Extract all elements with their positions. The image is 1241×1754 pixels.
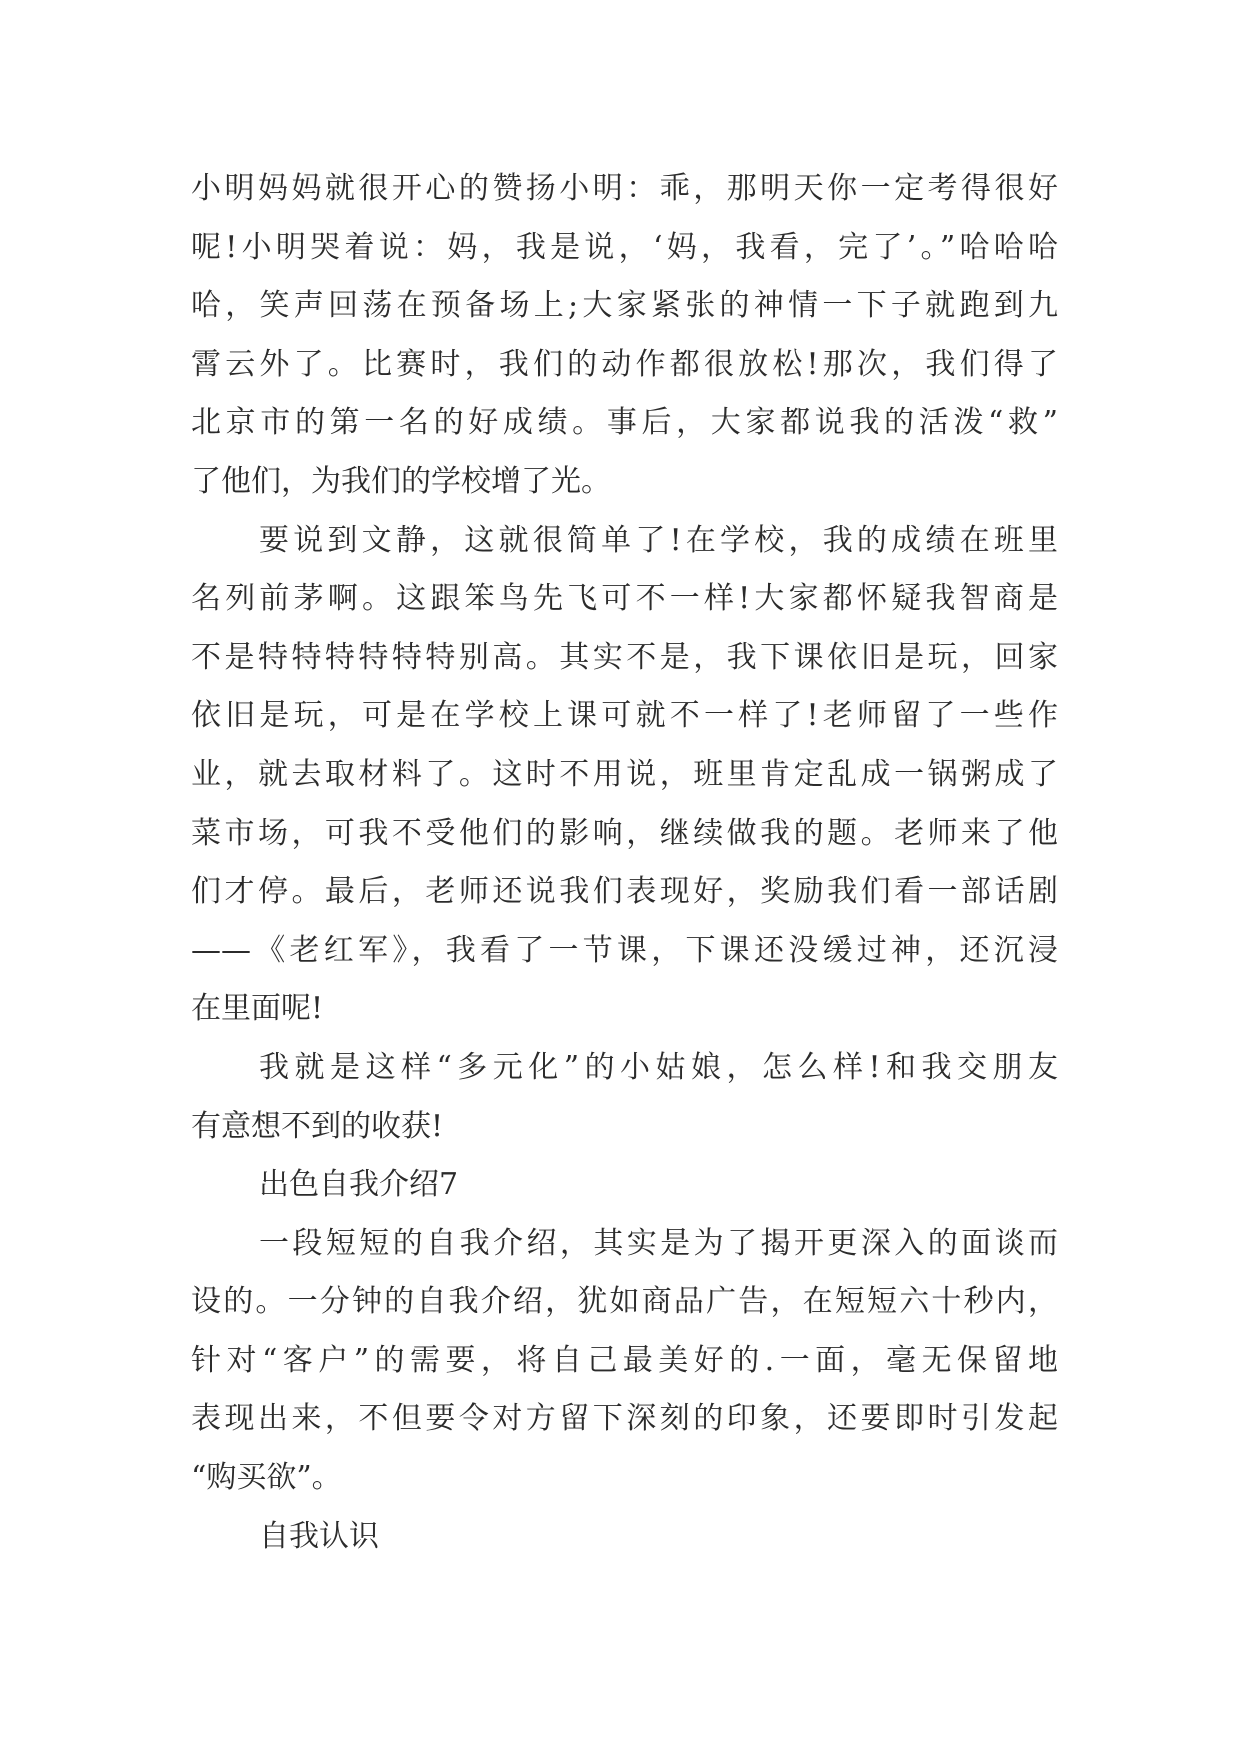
text-line: 菜市场，可我不受他们的影响，继续做我的题。老师来了他	[191, 815, 1058, 851]
text-line: 小明妈妈就很开心的赞扬小明：乖，那明天你一定考得很好	[191, 171, 1058, 206]
text-line: 针对“客户”的需要，将自己最美好的.一面，毫无保留地	[191, 1342, 1058, 1378]
document-page	[191, 160, 1058, 1566]
text-line: 一段短短的自我介绍，其实是为了揭开更深入的面谈而	[259, 1225, 1058, 1261]
text-line: 了他们，为我们的学校增了光。	[191, 463, 611, 499]
section-heading-text: 自我认识	[259, 1518, 379, 1554]
text-line: 名列前茅啊。这跟笨鸟先飞可不一样!大家都怀疑我智商是	[191, 581, 1058, 617]
text-line: 有意想不到的收获!	[191, 1108, 444, 1144]
text-line: 业，就去取材料了。这时不用说，班里肯定乱成一锅粥成了	[191, 756, 1058, 792]
text-line: 表现出来，不但要令对方留下深刻的印象，还要即时引发起	[191, 1401, 1058, 1437]
text-line: 哈，笑声回荡在预备场上;大家紧张的神情一下子就跑到九	[191, 288, 1058, 324]
paragraph	[191, 1215, 1058, 1508]
text-line: “购买欲”。	[191, 1460, 342, 1496]
text-line: 呢!小明哭着说：妈，我是说，‘妈，我看，完了’。”哈哈哈	[191, 229, 1058, 265]
paragraph	[191, 512, 1058, 1039]
text-line: 们才停。最后，老师还说我们表现好，奖励我们看一部话剧	[191, 874, 1058, 910]
text-line: 我就是这样“多元化”的小姑娘，怎么样!和我交朋友	[259, 1049, 1058, 1085]
text-line: 在里面呢!	[191, 991, 324, 1027]
text-line: 霄云外了。比赛时，我们的动作都很放松!那次，我们得了	[191, 346, 1058, 382]
text-line: 依旧是玩，可是在学校上课可就不一样了!老师留了一些作	[191, 698, 1058, 734]
section-heading	[191, 1508, 1058, 1567]
section-heading	[191, 1156, 1058, 1215]
text-line: ——《老红军》，我看了一节课，下课还没缓过神，还沉浸	[191, 932, 1058, 968]
section-heading-text: 出色自我介绍7	[259, 1167, 459, 1203]
text-line: 要说到文静，这就很简单了!在学校，我的成绩在班里	[259, 522, 1058, 558]
paragraph	[191, 160, 1058, 512]
paragraph	[191, 1039, 1058, 1156]
text-line: 设的。一分钟的自我介绍，犹如商品广告，在短短六十秒内，	[191, 1284, 1058, 1320]
text-line: 不是特特特特特特别高。其实不是，我下课依旧是玩，回家	[191, 639, 1058, 675]
text-line: 北京市的第一名的好成绩。事后，大家都说我的活泼“救”	[191, 405, 1058, 441]
